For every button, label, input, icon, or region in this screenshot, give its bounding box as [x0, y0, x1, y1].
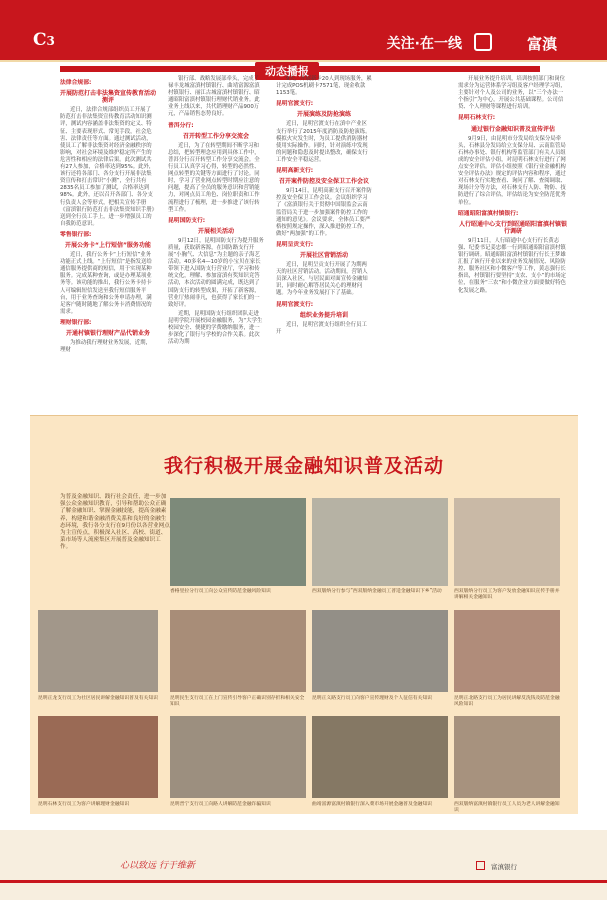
news-source: 法律合规部:: [60, 80, 92, 86]
footer-slogan: 心以致远 行于维新: [120, 861, 195, 871]
photo-caption: 西双版纳分行参与“西双版纳金融员工普适金融知识下乡”活动: [312, 589, 442, 594]
bank-logo-icon: [476, 861, 485, 870]
news-headline: 通过银行金融知识普及宣传评估: [470, 125, 555, 133]
news-body: 近日，我行公务卡“上行短信”业务功能正式上线。“上行短信”是指发送给通信服务提供商的短信，用于实现某种服务。完成某种查询，或是办理某项业务等。该功能的推出，我行公务卡持卡人可编辑短信发送至我行短信服务平台，用于业务查询和公务申请办理，满足客户随时随地了解公务卡消费情况的需求。: [60, 252, 152, 315]
activity-photo: [312, 498, 448, 586]
news-body: 近日，昆明呈贡支行开展了为期两天的社区营销活动。活动期间，营销人员深入社区，与居民面对面宣传金融知识，同时耐心解答居民关心的理财问题。为今年业务发展打下了基础。: [276, 262, 368, 297]
news-body: 近日，法律合规部组织员工开展了防范打击非法集资宣传教育活动知识测评，测试内容涵盖非法集资的定义、特征、主要表现形式、常见手段，社会危害、法律责任等方面。通过测试活动，使员工了解非法集资对经济金融秩序的影响，对社会环境及维护稳定所产生的危害性和相应的法律后果。此次测试共有27人参加，合格率达到95%。此外，该行还将各部门、各分支行开展非法集资宣传和打击常识“小测”，全行共有2835名员工参加了测试，合格率达到98%。此外，还以召开各部门、各分支行负责人会等形式，把相关宣传手册《富滇银行防范打击非法集资知识手册》送到全行员工手上，进一步增强员工的自我防范意识。: [60, 107, 155, 227]
brand-name: 富滇: [526, 35, 557, 53]
footer-line: [0, 880, 607, 883]
news-source: 零售银行部:: [60, 231, 92, 238]
news-body: 开展业务提升培训，培训按照部门和岗位需求分为运营体系学习组及客户经理学习组，主要针对个人及公司的业务，以“三个办法一个指引”为中心，开展公共基础课程。公司信贷、个人理财等课程进行培训。: [458, 76, 566, 111]
news-column-4: [458, 76, 568, 297]
bank-logo-icon: [474, 33, 492, 51]
news-headline: 召开案件防控及安全保卫工作会议: [278, 178, 369, 186]
news-body: 近日，昆明官渡支行在滇中产业区支行举行了2015年度消防及防抢演练。模拟火灾发生时，为员工提供消防器材使用实际操作。同时，针对演练中发现的问题和隐患及时提出整改，确保支行工作安全平稳运营。: [276, 121, 371, 163]
photo-caption: 昆明正龙支行员工为社区居民讲解金融知识普及有关知识: [38, 696, 158, 701]
feature-panel: [30, 415, 578, 814]
news-headline: 人行昭通中心支行到昭通昭阳富滇村镇银行调研: [458, 220, 567, 235]
activity-photo: [38, 716, 158, 798]
news-body: 9月11日，人行昭通中心支行行长黄志强、纪委书记姜忠都一行到昭通昭阳富滇村镇银行调研。昭通昭阳富滇村镇银行行长王梦雄汇报了该行开业以来的业务发展情况、风险防控、服务社区和小微客户等工作，黄志强行长指出，村镇银行要坚持“支农、支小”的市场定位，在服务“三农”和小微企业方面要做好特色化发展之路。: [458, 237, 567, 294]
news-headline: 开通村镇银行理财产品代销业务: [65, 330, 150, 337]
news-source: 昆明呈贡支行:: [276, 241, 314, 248]
news-body: 为推动我行理财业务发展，近期，理财: [60, 340, 151, 354]
photo-caption: 昆明正义路支行员工向客户宣传理财及个人征信有关知识: [312, 696, 432, 701]
news-headline: 召开转型工作分享交流会: [182, 132, 249, 140]
photo-caption: 昆明石林支行员工为客户讲解理财金融知识: [38, 802, 130, 807]
photo-caption: 昆明民生支行员工在上门宣传引导客户正确识别存折和相关安全知识: [170, 696, 305, 707]
photo-caption: 香格里拉分行员工向公众宣传防范金融风险知识: [170, 589, 271, 594]
activity-photo: [312, 716, 448, 798]
activity-photo: [454, 498, 560, 586]
photo-caption: 西双版纳分行员工为客户发放金融知识宣传手册并讲解相关金融知识: [454, 589, 560, 600]
news-headline: 开展公务卡“上行短信”服务功能: [65, 241, 151, 249]
news-body: 9月12日，昆明国防支行为提升服务质量，获取新客源，在国防路支行开展“小胸气、大信息”为主题的亲子海艺活动。40多名4—10岁的小宝贝在家长带领下进入国防支行营业厅，学习和传统文化，理解、参加富滇有奖知识竞答活动，本次活动的圆满完成，既达到了国防支行的转型成果，开拓了新客源，营业厅热闹非凡，也获得了家长们的一致好评。: [168, 237, 264, 308]
news-source: 普洱分行:: [168, 122, 194, 129]
photo-caption: 西双版纳富滇村镇银行员工人员为老人讲解金融知识: [454, 802, 560, 813]
news-body: 近期，昆明国防支行组织团队走进昆明学院开展校园金融服务，为“大学生校园安全、便捷的学费缴纳服务，进一步深化了银行与学校的合作关系。此次活动为期: [168, 310, 263, 346]
photo-caption: 曲靖富源富滇村镇银行深入菜市场开展金融普及金融知识: [312, 802, 432, 807]
news-headline: 开展演练及防抢演练: [296, 111, 351, 119]
activity-photo: [454, 716, 560, 798]
feature-intro: 为普及金融知识、践行社会责任，进一步加强公众金融知识教育，引导和帮助公众正确了解金融知识、掌握金融技能，提高金融素养，构建和谐金融消费关系和良好的金融生态环境，我行各分支行在9月份以各营业网点为主宣传点，积极深入社区、高校、街道、菜市场等人流密集区开展普及金融知识工作。: [60, 494, 170, 551]
rubric-title: 关注·在一线: [386, 36, 462, 52]
news-headline: 组织业务提升培训: [299, 311, 348, 319]
activity-photo: [312, 610, 448, 692]
activity-photo: [170, 610, 306, 692]
news-source: 昆明高新支行:: [276, 168, 314, 175]
activity-photo: [454, 610, 560, 692]
news-body: 近日，昆明官渡支行组织全行员工开: [276, 321, 367, 335]
news-source: 昆明官渡支行:: [276, 301, 314, 308]
news-source: 昆明国防支行:: [168, 217, 206, 224]
news-body: 近日，为了在转型期间不断学习和总结，把转型理念应用到具体工作中，普洱分行召开转型工作分享交流会。全行员工认真学习心得，转型的必然性、网点转型的关键等方面进行了讨论。同时，学习了营业网点转型时期应注意的问题，提高了全员的服务意识和营销能力，对网点员工角色、岗位职责和工作流程进行了梳理，进一步推进了该行转型工作。: [168, 142, 260, 213]
news-column-1: [60, 76, 156, 356]
news-source: 理财银行部:: [60, 319, 92, 326]
page-number: C3: [33, 30, 55, 50]
photo-caption: 昆明正北路支行员工为居民讲解反洗钱及防范金融风险知识: [454, 696, 560, 707]
news-source: 昭通昭阳富滇村镇银行:: [458, 210, 519, 217]
section-tag: 动态播报: [255, 62, 319, 80]
activity-photo: [38, 610, 158, 692]
news-body: 银行部、战略发展部牵头，完成了禄丰龙城富滇村镇银行、曲靖富源富滇村镇银行、丽江古城富滇村镇银行、昭通昭阳富滇村镇银行理财代销业务。此业务上线以来，共代销理财产品900万元，产品销售态势良好。: [168, 76, 260, 118]
activity-photo: [170, 498, 306, 586]
news-headline: 开展社区营销活动: [299, 251, 348, 259]
news-headline: 开展相关活动: [197, 227, 234, 235]
news-source: 昆明官渡支行:: [276, 101, 314, 108]
news-body: 9月9日，由昆明市分发局给支保分局牵头，石林县分发局给立支保分局、云南监管局石林办事处、银行机构等监管部门有关人员组成的安全评估小组，对昆明石林支行进行了网点安全评估。评估小组按照《银行业金融机构安全评估办法》规定的评估内容和程序，通过对石林支行实地查看、询问了解、查阅调取、现场计分等方法，对石林支行人防、物防、技防进行了综合评估，评估结论为安全防范优秀单位。: [458, 135, 566, 206]
activity-photo: [170, 716, 306, 798]
news-body: 9天，开展新卡20人到现场服务，累计完成POS机刷卡7571笔，现金收款1153笔。: [276, 76, 372, 97]
news-source: 昆明石林支行:: [458, 115, 496, 122]
photo-caption: 昆明晋宁支行员工向路人讲解防范金融诈骗知识: [170, 802, 271, 807]
news-headline: 开展防范打击非法集资宣传教育活动测评: [60, 90, 157, 105]
feature-title: 我行积极开展金融知识普及活动: [163, 455, 444, 477]
news-body: 9月14日，昆明高新支行召开案件防控及安全保卫工作会议。会议组织学习了《富滇银行关于贯彻中国银监会云南监管局关于进一步加强案件防控工作的通知的意见》。会议要求，全体员工要严格按照规定操作，深入推进防控工作，做好“两加强”的工作。: [276, 188, 372, 237]
news-column-3: [276, 76, 372, 338]
footer-brand: 富滇银行: [491, 863, 517, 871]
news-column-2: [168, 76, 264, 348]
header-bar: [0, 0, 607, 60]
